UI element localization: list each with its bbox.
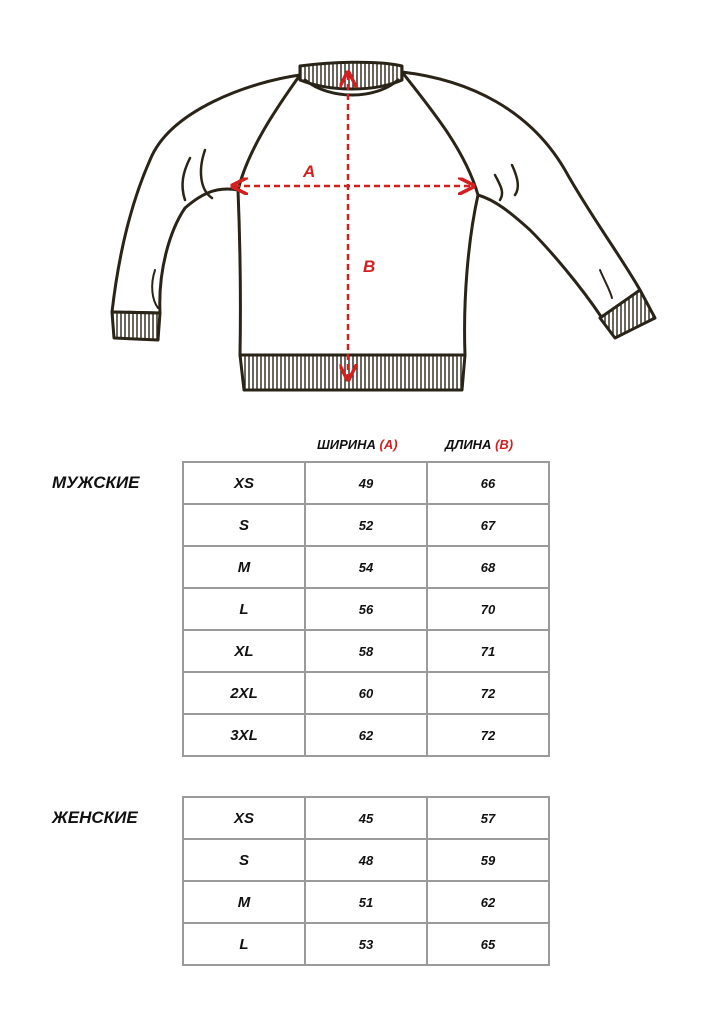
length-header-label: ДЛИНА: [445, 437, 492, 452]
label-a: A: [303, 162, 316, 181]
length-cell: 62: [427, 881, 549, 923]
width-cell: 62: [305, 714, 427, 756]
size-cell: L: [183, 588, 305, 630]
table-row: [183, 797, 549, 839]
size-cell: L: [183, 923, 305, 965]
width-cell: 49: [305, 462, 427, 504]
length-cell: 66: [427, 462, 549, 504]
label-b: B: [363, 257, 376, 276]
size-cell: S: [183, 504, 305, 546]
width-cell: 45: [305, 797, 427, 839]
size-cell: XS: [183, 462, 305, 504]
size-cell: 2XL: [183, 672, 305, 714]
left-cuff: [112, 312, 160, 340]
width-column-header: [317, 437, 398, 452]
table-row: [183, 504, 549, 546]
width-cell: 56: [305, 588, 427, 630]
length-column-header: [445, 437, 513, 452]
womens-size-table: [182, 796, 550, 966]
length-cell: 72: [427, 714, 549, 756]
size-cell: M: [183, 881, 305, 923]
collar: [300, 62, 402, 89]
length-cell: 70: [427, 588, 549, 630]
size-cell: M: [183, 546, 305, 588]
width-cell: 58: [305, 630, 427, 672]
width-cell: 51: [305, 881, 427, 923]
table-row: [183, 881, 549, 923]
mens-size-table: [182, 461, 550, 757]
length-cell: 71: [427, 630, 549, 672]
size-cell: XS: [183, 797, 305, 839]
length-cell: 67: [427, 504, 549, 546]
table-row: [183, 462, 549, 504]
length-header-code: (B): [495, 437, 514, 452]
width-cell: 48: [305, 839, 427, 881]
table-row: [183, 714, 549, 756]
sweater-diagram: [0, 0, 717, 410]
length-cell: 72: [427, 672, 549, 714]
size-cell: XL: [183, 630, 305, 672]
table-row: [183, 923, 549, 965]
table-row: [183, 672, 549, 714]
length-cell: 57: [427, 797, 549, 839]
width-header-label: ШИРИНА: [317, 437, 376, 452]
sweater-body: [238, 190, 478, 355]
width-cell: 60: [305, 672, 427, 714]
size-cell: 3XL: [183, 714, 305, 756]
length-cell: 68: [427, 546, 549, 588]
length-cell: 65: [427, 923, 549, 965]
table-row: [183, 839, 549, 881]
table-row: [183, 546, 549, 588]
width-cell: 52: [305, 504, 427, 546]
hem-rib: [240, 355, 465, 390]
length-cell: 59: [427, 839, 549, 881]
width-header-code: (A): [379, 437, 398, 452]
womens-title: ЖЕНСКИЕ: [52, 808, 138, 827]
size-cell: S: [183, 839, 305, 881]
width-cell: 54: [305, 546, 427, 588]
width-cell: 53: [305, 923, 427, 965]
table-row: [183, 630, 549, 672]
table-row: [183, 588, 549, 630]
mens-title: МУЖСКИЕ: [52, 473, 140, 492]
